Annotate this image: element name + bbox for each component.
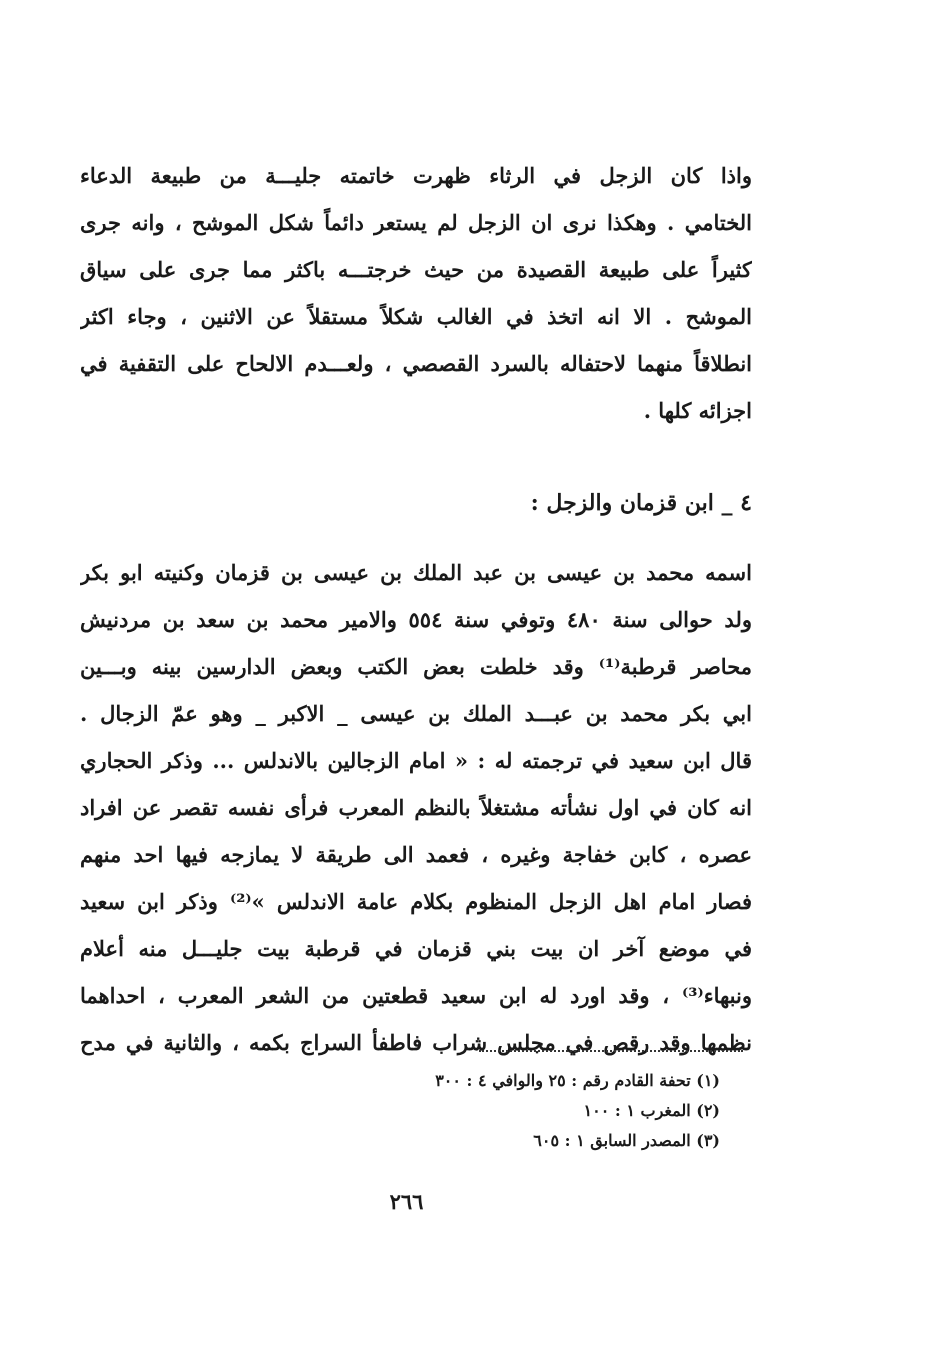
text-line: عصره ، كابن خفاجة وغيره ، فعمد الى طريقة لا يمازجه فيها احد منهم [80, 842, 752, 867]
text-line: كثيراً على طبيعة القصيدة من حيث خرجتـــه باكثر مما جرى على سياق [80, 257, 752, 282]
footnote-separator [479, 1050, 743, 1052]
text-line: انطلاقاً منهما لاحتفاله بالسرد القصصي ، ولعـــدم الالحاح على التقفية في [80, 351, 752, 376]
footnote-item: (٣) المصدر السابق ١ : ٦٠٥ [533, 1131, 720, 1150]
text-line: انه كان في اول نشأته مشتغلاً بالنظم المعرب فرأى نفسه تقصر عن افراد [80, 795, 752, 820]
text-line: ابي بكر محمد بن عبـــد الملك بن عيسى _ الاكبر _ وهو عمّ الزجال . [80, 701, 752, 726]
text-line: نظمها وقد رقص في مجلس شراب فاطفأ السراج بكمه ، والثانية في مدح [80, 1030, 752, 1055]
text-line: اسمه محمد بن عيسى بن عبد الملك بن عيسى بن قزمان وكنيته ابو بكر [80, 560, 752, 585]
text-line: واذا كان الزجل في الرثاء ظهرت خاتمته جليـــة من طبيعة الدعاء [80, 163, 752, 188]
text-line: فصار امام اهل الزجل المنظوم بكلام عامة الاندلس »⁽²⁾ وذكر ابن سعيد [80, 889, 752, 914]
text-line: الختامي . وهكذا نرى ان الزجل لم يستعر دائماً شكل الموشح ، وانه جرى [80, 210, 752, 235]
text-line: اجزائه كلها . [643, 398, 752, 423]
text-line: الموشح . الا انه اتخذ في الغالب شكلاً مستقلاً عن الاثنين ، وجاء اكثر [80, 304, 752, 329]
footnote-item: (٢) المغرب ١ : ١٠٠ [583, 1101, 720, 1120]
section-heading: ٤ _ ابن قزمان والزجل : [530, 490, 752, 516]
text-line: في موضع آخر ان بيت بني قزمان في قرطبة بيت جليـــل منه أعلام [80, 936, 752, 961]
footnote-item: (١) تحفة القادم رقم : ٢٥ والوافي ٤ : ٣٠٠ [435, 1071, 720, 1090]
paragraph-ibn-quzman [80, 549, 752, 1066]
text-line: ولد حوالى سنة ٤٨٠ وتوفي سنة ٥٥٤ والامير محمد بن سعد بن مردنيش [80, 607, 752, 632]
paragraph-zajal-rithaa [80, 152, 752, 434]
text-line: محاصر قرطبة⁽¹⁾ وقد خلطت بعض الكتب وبعض الدارسين بينه وبـــين [80, 654, 752, 679]
page-number: ٢٦٦ [389, 1189, 424, 1214]
text-line: ونبهاء⁽³⁾ ، وقد اورد له ابن سعيد قطعتين من الشعر المعرب ، احداهما [80, 983, 752, 1008]
text-line: قال ابن سعيد في ترجمته له : « امام الزجالين بالاندلس ... وذكر الحجاري [80, 748, 752, 773]
footnotes [300, 1066, 720, 1156]
